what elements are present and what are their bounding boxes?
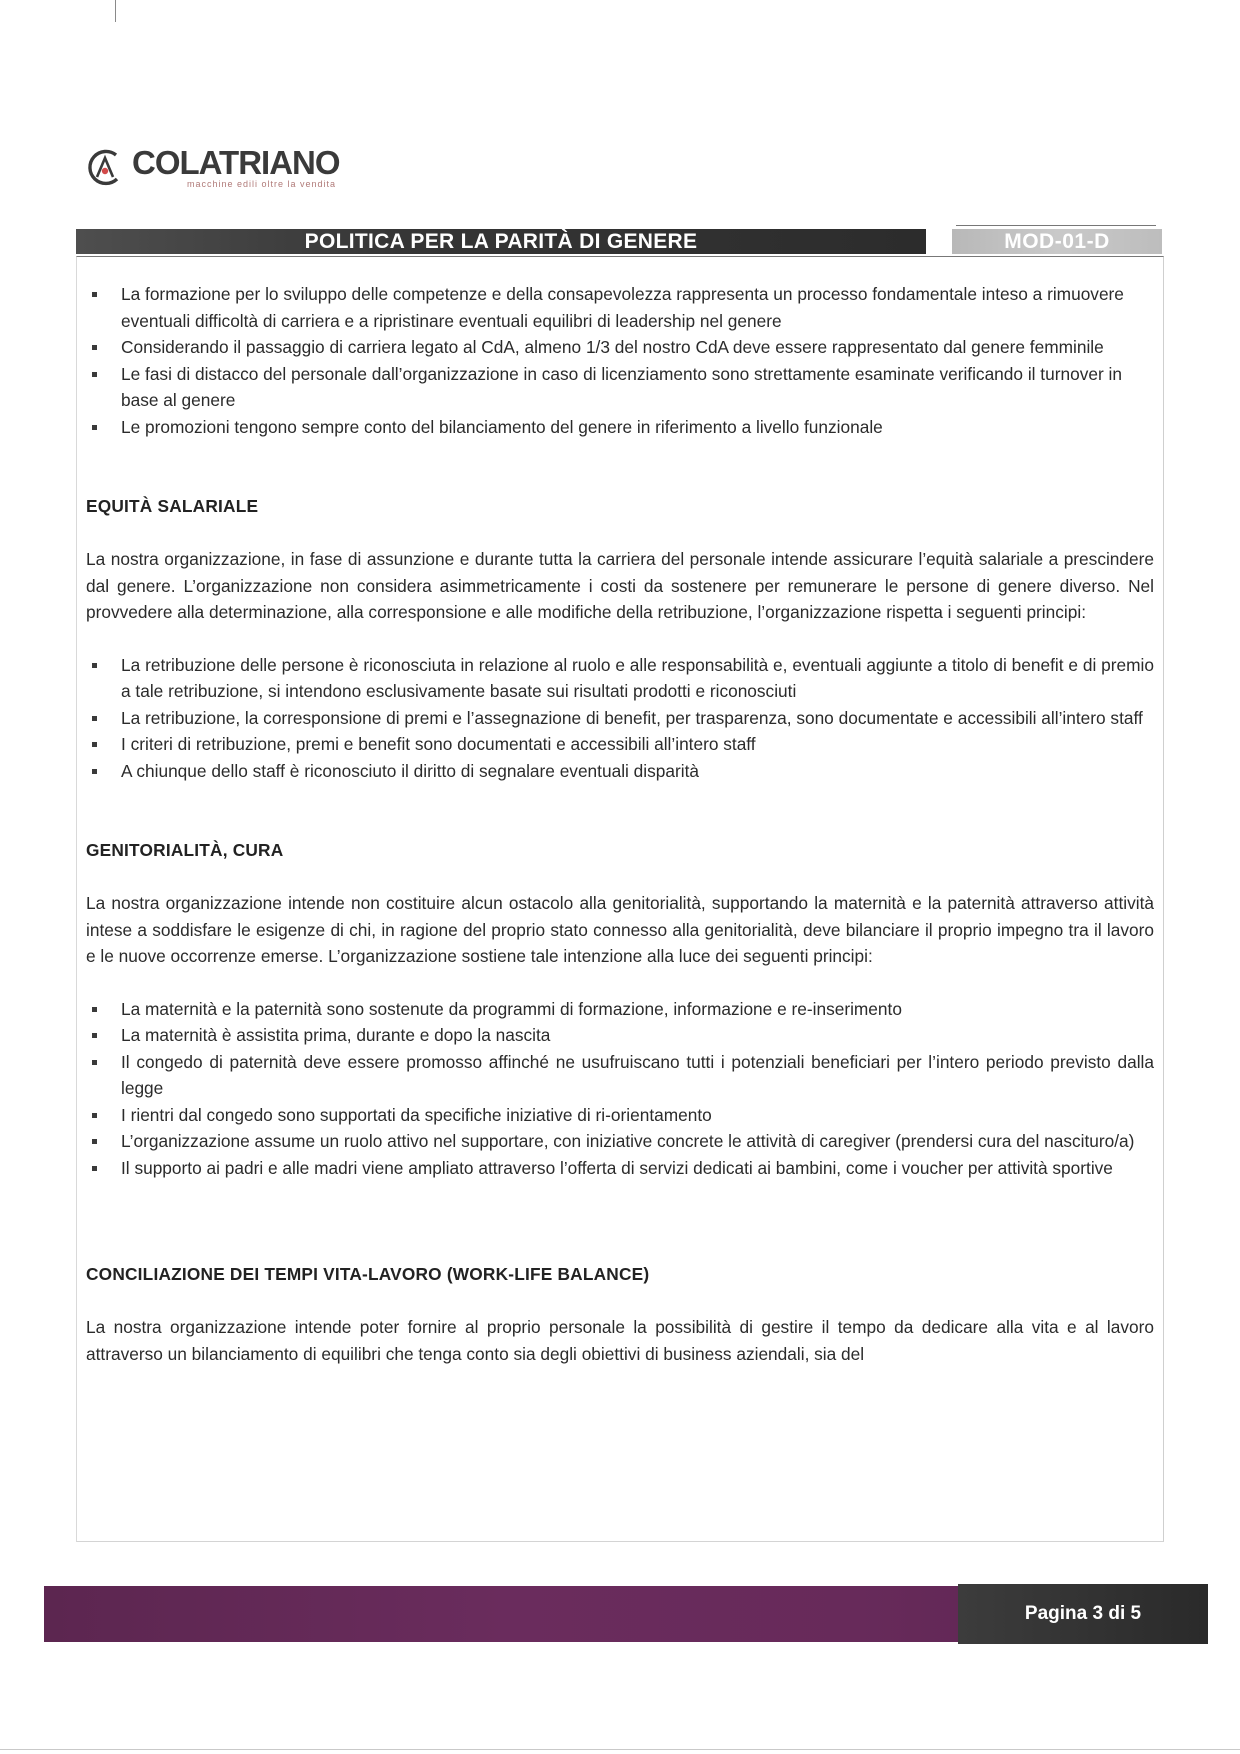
list-item: La maternità e la paternità sono sostenute da programmi di formazione, informazione e re-inserimento bbox=[86, 996, 1154, 1023]
page-number: Pagina 3 di 5 bbox=[1024, 1603, 1142, 1624]
list-item: Le promozioni tengono sempre conto del bilanciamento del genere in riferimento a livello funzionale bbox=[86, 414, 1154, 441]
page-number-box bbox=[958, 1584, 1208, 1644]
logo-tagline: macchine edili oltre la vendita bbox=[187, 179, 337, 189]
logo-name: COLATRIANO bbox=[132, 144, 340, 181]
code-divider bbox=[956, 225, 1156, 226]
section-paragraph-equity: La nostra organizzazione, in fase di assunzione e durante tutta la carriera del personale intende assicurare l’equità salariale a prescindere dal genere. L’organizzazione non considera asimmetricamente i costi da sostenere per remunerare le persone di genere diverso. Nel provvedere alla determinazione, alla corresponsione e alle modifiche della retribuzione, l’organizzazione rispetta i seguenti principi: bbox=[86, 549, 1154, 622]
section-heading-equity: EQUITÀ SALARIALE bbox=[86, 496, 259, 516]
list-item: Il congedo di paternità deve essere promosso affinché ne usufruiscano tutti i potenziali beneficiari per l’intero periodo previsto dalla legge bbox=[86, 1049, 1154, 1102]
document-code-box bbox=[952, 229, 1162, 254]
document-code: MOD-01-D bbox=[1004, 229, 1110, 253]
section-paragraph-parenting: La nostra organizzazione intende non costituire alcun ostacolo alla genitorialità, supportando la maternità e la paternità attraverso attività intese a soddisfare le esigenze di chi, in ragione del proprio stato connesso alla genitorialità, deve bilanciare il proprio impegno tra il lavoro e le nuove occorrenze emerse. L’organizzazione sostiene tale intenzione alla luce dei seguenti principi: bbox=[86, 893, 1154, 966]
equity-bullet-list bbox=[86, 652, 1154, 785]
colatriano-logo-icon bbox=[84, 146, 126, 188]
list-item: I rientri dal congedo sono supportati da specifiche iniziative di ri-orientamento bbox=[86, 1102, 1154, 1129]
list-item: A chiunque dello staff è riconosciuto il diritto di segnalare eventuali disparità bbox=[86, 758, 1154, 785]
list-item: La maternità è assistita prima, durante e dopo la nascita bbox=[86, 1022, 1154, 1049]
list-item: I criteri di retribuzione, premi e benefit sono documentati e accessibili all’intero staff bbox=[86, 731, 1154, 758]
list-item: L’organizzazione assume un ruolo attivo nel supportare, con iniziative concrete le attività di caregiver (prendersi cura del nascituro/a) bbox=[86, 1128, 1154, 1155]
page-bottom-rule bbox=[0, 1749, 1240, 1750]
section-heading-worklife: CONCILIAZIONE DEI TEMPI VITA-LAVORO (WORK-LIFE BALANCE) bbox=[86, 1264, 650, 1284]
list-item: Considerando il passaggio di carriera legato al CdA, almeno 1/3 del nostro CdA deve essere rappresentato dal genere femminile bbox=[86, 334, 1154, 361]
list-item: Le fasi di distacco del personale dall’organizzazione in caso di licenziamento sono strettamente esaminate verificando il turnover in base al genere bbox=[86, 361, 1154, 414]
scan-edge-mark bbox=[115, 0, 116, 22]
list-item: La retribuzione, la corresponsione di premi e l’assegnazione di benefit, per trasparenza, sono documentate e accessibili all’intero staff bbox=[86, 705, 1154, 732]
list-item: La retribuzione delle persone è riconosciuta in relazione al ruolo e alle responsabilità e, eventuali aggiunte a titolo di benefit e di premio a tale retribuzione, si intendono esclusivamente basate sui risultati prodotti e riconosciuti bbox=[86, 652, 1154, 705]
document-title-bar bbox=[76, 229, 926, 254]
list-item: La formazione per lo sviluppo delle competenze e della consapevolezza rappresenta un processo fondamentale inteso a rimuovere eventuali difficoltà di carriera e a ripristinare eventuali equilibri di leadership nel genere bbox=[86, 281, 1154, 334]
parenting-bullet-list bbox=[86, 996, 1154, 1182]
intro-bullet-list bbox=[86, 281, 1154, 440]
document-title: POLITICA PER LA PARITÀ DI GENERE bbox=[304, 229, 698, 253]
list-item: Il supporto ai padri e alle madri viene ampliato attraverso l’offerta di servizi dedicati ai bambini, come i voucher per attività sportive bbox=[86, 1155, 1154, 1182]
section-paragraph-worklife: La nostra organizzazione intende poter fornire al proprio personale la possibilità di gestire il tempo da dedicare alla vita e al lavoro attraverso un bilanciamento di equilibri che tenga conto sia degli obiettivi di business aziendali, sia del bbox=[86, 1317, 1154, 1364]
section-heading-parenting: GENITORIALITÀ, CURA bbox=[86, 840, 284, 860]
document-body bbox=[86, 281, 1154, 1367]
